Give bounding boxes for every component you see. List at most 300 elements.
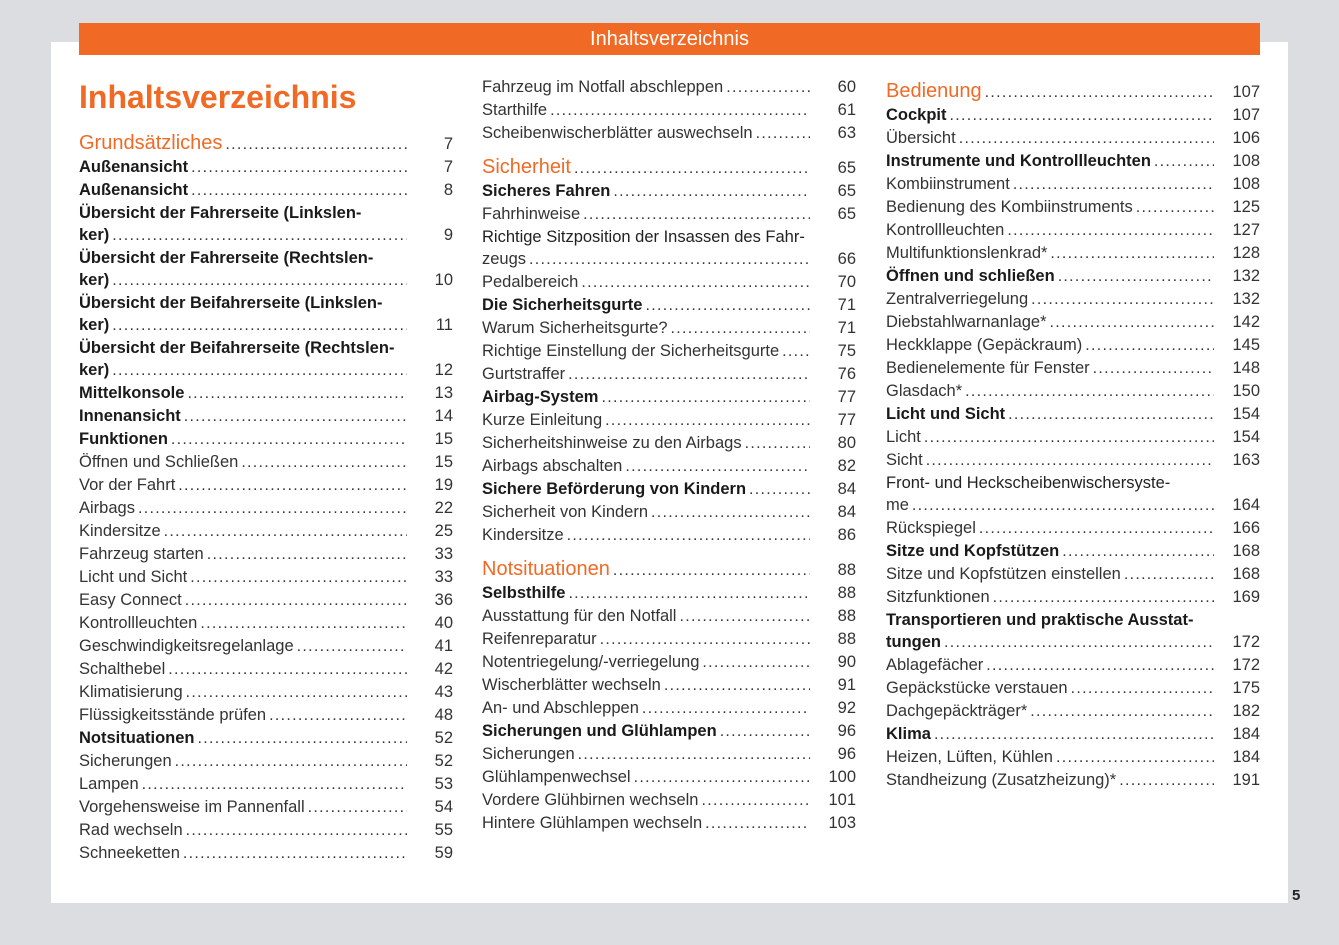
dot-leader <box>756 122 810 145</box>
entry-page-number: 65 <box>837 205 856 223</box>
toc-entry[interactable] <box>886 700 1260 723</box>
dot-leader <box>1050 242 1214 265</box>
dot-leader <box>1071 677 1214 700</box>
toc-entry-line1[interactable]: Front- und Heckscheibenwischersyste- <box>886 474 1171 492</box>
dot-leader <box>112 224 407 247</box>
toc-entry[interactable] <box>79 681 453 704</box>
dot-leader <box>112 314 407 337</box>
dot-leader <box>578 743 810 766</box>
dot-leader <box>1154 150 1214 173</box>
toc-entry[interactable] <box>886 449 1260 472</box>
entry-title: zeugs <box>482 250 527 268</box>
dot-leader <box>950 104 1214 127</box>
dot-leader <box>186 681 407 704</box>
toc-entry[interactable] <box>79 451 453 474</box>
dot-leader <box>187 382 407 405</box>
entry-title: Rückspiegel <box>886 519 976 537</box>
dot-leader <box>1013 173 1214 196</box>
entry-title: Warum Sicherheitsgurte? <box>482 319 668 337</box>
entry-page-number: 107 <box>1232 106 1260 124</box>
toc-entry[interactable] <box>482 122 856 145</box>
entry-title: Sichere Beförderung von Kindern <box>482 480 747 498</box>
dot-leader <box>185 589 407 612</box>
toc-entry[interactable] <box>482 455 856 478</box>
entry-title: Außenansicht <box>79 158 189 176</box>
dot-leader <box>200 612 407 635</box>
toc-entry[interactable] <box>886 265 1260 288</box>
entry-page-number: 66 <box>837 250 856 268</box>
toc-entry[interactable] <box>886 540 1260 563</box>
toc-entry[interactable] <box>482 478 856 501</box>
entry-page-number: 43 <box>434 683 453 701</box>
entry-title: Kontrollleuchten <box>79 614 198 632</box>
entry-title: tungen <box>886 633 941 651</box>
entry-title: Licht und Sicht <box>79 568 188 586</box>
entry-title: Licht <box>886 428 921 446</box>
entry-page-number: 168 <box>1232 565 1260 583</box>
dot-leader <box>207 543 407 566</box>
entry-page-number: 65 <box>837 182 856 200</box>
entry-page-number: 172 <box>1232 656 1260 674</box>
entry-title: Airbags abschalten <box>482 457 623 475</box>
entry-title: Funktionen <box>79 430 168 448</box>
toc-entry[interactable] <box>482 674 856 697</box>
entry-title: ker) <box>79 271 110 289</box>
dot-leader <box>1056 746 1214 769</box>
dot-leader <box>183 842 407 865</box>
toc-entry[interactable] <box>482 766 856 789</box>
entry-page-number: 169 <box>1232 588 1260 606</box>
entry-page-number: 191 <box>1232 771 1260 789</box>
toc-entry[interactable] <box>482 720 856 743</box>
toc-entry[interactable] <box>886 104 1260 127</box>
toc-entry[interactable] <box>79 566 453 589</box>
entry-page-number: 132 <box>1232 290 1260 308</box>
entry-page-number: 48 <box>434 706 453 724</box>
dot-leader <box>601 386 810 409</box>
toc-entry[interactable] <box>79 405 453 428</box>
toc-entry[interactable] <box>79 819 453 842</box>
entry-page-number: 70 <box>837 273 856 291</box>
toc-entry[interactable] <box>79 750 453 773</box>
entry-title: Fahrzeug im Notfall abschleppen <box>482 78 724 96</box>
entry-page-number: 36 <box>434 591 453 609</box>
entry-page-number: 150 <box>1232 382 1260 400</box>
toc-section[interactable] <box>482 154 856 180</box>
entry-page-number: 10 <box>434 271 453 289</box>
toc-entry[interactable] <box>79 727 453 750</box>
dot-leader <box>625 455 810 478</box>
dot-leader <box>583 203 810 226</box>
toc-entry[interactable] <box>482 271 856 294</box>
entry-title: Heizen, Lüften, Kühlen <box>886 748 1053 766</box>
dot-leader <box>965 380 1214 403</box>
toc-entry[interactable] <box>79 543 453 566</box>
toc-column-3 <box>886 78 1260 792</box>
entry-title: Öffnen und Schließen <box>79 453 239 471</box>
entry-page-number: 22 <box>434 499 453 517</box>
entry-title: ker) <box>79 226 110 244</box>
entry-page-number: 184 <box>1232 725 1260 743</box>
toc-entry[interactable] <box>886 173 1260 196</box>
toc-section[interactable] <box>79 130 453 156</box>
toc-entry[interactable] <box>482 203 856 226</box>
toc-entry[interactable] <box>79 612 453 635</box>
entry-page-number: 12 <box>434 361 453 379</box>
entry-title: Sitze und Kopfstützen einstellen <box>886 565 1121 583</box>
toc-entry[interactable] <box>886 357 1260 380</box>
entry-page-number: 63 <box>837 124 856 142</box>
toc-entry[interactable] <box>886 563 1260 586</box>
toc-entry[interactable] <box>886 746 1260 769</box>
toc-entry[interactable] <box>79 179 453 202</box>
entry-title: Gepäckstücke verstauen <box>886 679 1068 697</box>
toc-entry[interactable] <box>886 517 1260 540</box>
toc-entry[interactable] <box>886 288 1260 311</box>
dot-leader <box>924 426 1214 449</box>
entry-title: Zentralverriegelung <box>886 290 1029 308</box>
entry-title: Easy Connect <box>79 591 182 609</box>
entry-title: Airbags <box>79 499 135 517</box>
entry-title: Sitzfunktionen <box>886 588 990 606</box>
toc-entry[interactable] <box>886 723 1260 746</box>
entry-title: Notsituationen <box>482 558 610 580</box>
dot-leader <box>912 494 1214 517</box>
entry-page-number: 166 <box>1232 519 1260 537</box>
page-title: Inhaltsverzeichnis <box>79 79 357 115</box>
entry-page-number: 164 <box>1232 496 1260 514</box>
entry-page-number: 55 <box>434 821 453 839</box>
toc-entry-line1[interactable]: Übersicht der Beifahrerseite (Rechtslen- <box>79 339 395 357</box>
entry-title: Sitze und Kopfstützen <box>886 542 1060 560</box>
entry-page-number: 100 <box>828 768 856 786</box>
entry-title: Rad wechseln <box>79 821 183 839</box>
toc-entry[interactable] <box>886 426 1260 449</box>
entry-page-number: 65 <box>837 159 856 177</box>
dot-leader <box>671 317 810 340</box>
dot-leader <box>168 658 407 681</box>
toc-entry-line1[interactable]: Übersicht der Fahrerseite (Linkslen- <box>79 204 362 222</box>
toc-entry[interactable] <box>886 586 1260 609</box>
toc-entry-line1[interactable]: Transportieren und praktische Ausstat- <box>886 611 1194 629</box>
entry-page-number: 88 <box>837 630 856 648</box>
dot-leader <box>642 697 810 720</box>
entry-title: Fahrzeug starten <box>79 545 204 563</box>
entry-title: Sicherheitshinweise zu den Airbags <box>482 434 742 452</box>
entry-page-number: 14 <box>434 407 453 425</box>
entry-page-number: 132 <box>1232 267 1260 285</box>
dot-leader <box>726 76 810 99</box>
dot-leader <box>112 359 407 382</box>
dot-leader <box>171 428 407 451</box>
entry-page-number: 82 <box>837 457 856 475</box>
dot-leader <box>1031 288 1214 311</box>
entry-title: Licht und Sicht <box>886 405 1006 423</box>
entry-page-number: 96 <box>837 722 856 740</box>
dot-leader <box>745 432 810 455</box>
toc-entry[interactable] <box>886 150 1260 173</box>
dot-leader <box>782 340 810 363</box>
dot-leader <box>138 497 407 520</box>
toc-entry[interactable] <box>482 524 856 547</box>
entry-title: Sicherheit von Kindern <box>482 503 649 521</box>
dot-leader <box>1119 769 1214 792</box>
toc-entry[interactable] <box>482 363 856 386</box>
dot-leader <box>702 651 810 674</box>
entry-title: Diebstahlwarnanlage* <box>886 313 1047 331</box>
toc-entry[interactable] <box>886 654 1260 677</box>
dot-leader <box>679 605 810 628</box>
toc-entry[interactable] <box>886 219 1260 242</box>
entry-page-number: 33 <box>434 545 453 563</box>
entry-title: Grundsätzliches <box>79 132 223 154</box>
dot-leader <box>568 363 810 386</box>
toc-entry[interactable] <box>79 842 453 865</box>
toc-entry[interactable] <box>79 773 453 796</box>
entry-title: Die Sicherheitsgurte <box>482 296 643 314</box>
toc-entry[interactable] <box>482 99 856 122</box>
dot-leader <box>529 248 810 271</box>
entry-page-number: 88 <box>837 584 856 602</box>
entry-page-number: 90 <box>837 653 856 671</box>
entry-page-number: 9 <box>443 226 453 244</box>
toc-entry[interactable] <box>482 386 856 409</box>
toc-section[interactable] <box>886 78 1260 104</box>
entry-page-number: 154 <box>1232 405 1260 423</box>
toc-entry[interactable] <box>482 180 856 203</box>
entry-page-number: 88 <box>837 607 856 625</box>
entry-title: Bedienelemente für Fenster <box>886 359 1090 377</box>
entry-page-number: 184 <box>1232 748 1260 766</box>
entry-page-number: 52 <box>434 729 453 747</box>
entry-page-number: 13 <box>434 384 453 402</box>
entry-page-number: 61 <box>837 101 856 119</box>
toc-entry[interactable] <box>79 359 453 382</box>
entry-title: Dachgepäckträger* <box>886 702 1028 720</box>
entry-title: ker) <box>79 361 110 379</box>
toc-entry[interactable] <box>482 340 856 363</box>
toc-entry[interactable] <box>79 589 453 612</box>
toc-entry[interactable] <box>482 409 856 432</box>
entry-page-number: 53 <box>434 775 453 793</box>
toc-entry[interactable] <box>79 224 453 247</box>
entry-title: Öffnen und schließen <box>886 267 1055 285</box>
entry-title: me <box>886 496 909 514</box>
dot-leader <box>934 723 1214 746</box>
dot-leader <box>1030 700 1214 723</box>
entry-title: Geschwindigkeitsregelanlage <box>79 637 294 655</box>
dot-leader <box>959 127 1214 150</box>
entry-page-number: 7 <box>443 158 453 176</box>
toc-entry-line1[interactable]: Übersicht der Fahrerseite (Rechtslen- <box>79 249 374 267</box>
entry-title: Übersicht <box>886 129 956 147</box>
entry-title: Vor der Fahrt <box>79 476 176 494</box>
dot-leader <box>297 635 407 658</box>
dot-leader <box>186 819 407 842</box>
dot-leader <box>613 558 810 584</box>
entry-page-number: 145 <box>1232 336 1260 354</box>
entry-title: Gurtstraffer <box>482 365 566 383</box>
entry-title: Innenansicht <box>79 407 181 425</box>
toc-entry[interactable] <box>886 242 1260 265</box>
toc-entry-line1[interactable]: Richtige Sitzposition der Insassen des Fahr- <box>482 228 805 246</box>
entry-page-number: 107 <box>1232 83 1260 101</box>
toc-entry[interactable] <box>482 317 856 340</box>
toc-entry[interactable] <box>79 269 453 292</box>
entry-page-number: 128 <box>1232 244 1260 262</box>
entry-title: Klima <box>886 725 931 743</box>
toc-entry[interactable] <box>482 697 856 720</box>
toc-entry[interactable] <box>886 334 1260 357</box>
entry-title: Vordere Glühbirnen wechseln <box>482 791 699 809</box>
toc-entry[interactable] <box>886 196 1260 219</box>
entry-title: Sicheres Fahren <box>482 182 611 200</box>
entry-title: Außenansicht <box>79 181 189 199</box>
entry-title: Reifenreparatur <box>482 630 597 648</box>
dot-leader <box>993 586 1214 609</box>
entry-title: Kontrollleuchten <box>886 221 1005 239</box>
entry-title: Starthilfe <box>482 101 548 119</box>
entry-page-number: 148 <box>1232 359 1260 377</box>
toc-entry[interactable] <box>886 403 1260 426</box>
entry-title: Multifunktionslenkrad* <box>886 244 1048 262</box>
entry-title: Kombiinstrument <box>886 175 1010 193</box>
entry-title: Pedalbereich <box>482 273 579 291</box>
toc-entry[interactable] <box>79 635 453 658</box>
dot-leader <box>269 704 407 727</box>
toc-entry[interactable] <box>482 628 856 651</box>
dot-leader <box>175 750 407 773</box>
entry-title: Kurze Einleitung <box>482 411 603 429</box>
entry-title: Scheibenwischerblätter auswechseln <box>482 124 753 142</box>
toc-entry[interactable] <box>79 704 453 727</box>
toc-entry[interactable] <box>886 631 1260 654</box>
toc-entry[interactable] <box>886 380 1260 403</box>
toc-entry[interactable] <box>79 314 453 337</box>
toc-entry[interactable] <box>79 474 453 497</box>
dot-leader <box>1124 563 1214 586</box>
toc-entry[interactable] <box>79 382 453 405</box>
entry-page-number: 52 <box>434 752 453 770</box>
dot-leader <box>944 631 1214 654</box>
entry-page-number: 42 <box>434 660 453 678</box>
entry-title: Schneeketten <box>79 844 180 862</box>
entry-title: Klimatisierung <box>79 683 183 701</box>
dot-leader <box>567 524 810 547</box>
toc-entry[interactable] <box>482 432 856 455</box>
entry-page-number: 172 <box>1232 633 1260 651</box>
entry-page-number: 15 <box>434 453 453 471</box>
toc-entry[interactable] <box>482 789 856 812</box>
entry-page-number: 88 <box>837 561 856 579</box>
toc-entry[interactable] <box>482 605 856 628</box>
entry-title: Glühlampenwechsel <box>482 768 631 786</box>
dot-leader <box>645 294 810 317</box>
entry-page-number: 7 <box>443 135 453 153</box>
entry-title: Standheizung (Zusatzheizung)* <box>886 771 1117 789</box>
dot-leader <box>574 156 810 182</box>
entry-page-number: 76 <box>837 365 856 383</box>
toc-entry[interactable] <box>482 76 856 99</box>
toc-entry-line1[interactable]: Übersicht der Beifahrerseite (Linkslen- <box>79 294 383 312</box>
entry-page-number: 80 <box>837 434 856 452</box>
entry-page-number: 175 <box>1232 679 1260 697</box>
entry-title: Kindersitze <box>482 526 564 544</box>
entry-page-number: 54 <box>434 798 453 816</box>
entry-page-number: 41 <box>434 637 453 655</box>
entry-title: Vorgehensweise im Pannenfall <box>79 798 305 816</box>
toc-entry[interactable] <box>482 248 856 271</box>
toc-entry[interactable] <box>886 677 1260 700</box>
dot-leader <box>664 674 810 697</box>
toc-entry[interactable] <box>482 812 856 835</box>
entry-page-number: 84 <box>837 503 856 521</box>
dot-leader <box>308 796 407 819</box>
toc-entry[interactable] <box>886 769 1260 792</box>
toc-entry[interactable] <box>79 520 453 543</box>
entry-title: Glasdach* <box>886 382 963 400</box>
toc-column-1 <box>79 74 453 865</box>
entry-title: Sicherheit <box>482 156 571 178</box>
dot-leader <box>600 628 810 651</box>
entry-title: Selbsthilfe <box>482 584 566 602</box>
entry-page-number: 84 <box>837 480 856 498</box>
toc-entry[interactable] <box>482 582 856 605</box>
entry-page-number: 33 <box>434 568 453 586</box>
entry-page-number: 71 <box>837 296 856 314</box>
toc-entry[interactable] <box>482 651 856 674</box>
toc-entry[interactable] <box>79 497 453 520</box>
entry-page-number: 91 <box>837 676 856 694</box>
toc-entry[interactable] <box>79 658 453 681</box>
entry-title: ker) <box>79 316 110 334</box>
toc-entry[interactable] <box>886 127 1260 150</box>
entry-title: Mittelkonsole <box>79 384 185 402</box>
dot-leader <box>701 789 810 812</box>
entry-page-number: 19 <box>434 476 453 494</box>
toc-entry[interactable] <box>79 796 453 819</box>
toc-entry[interactable] <box>886 311 1260 334</box>
entry-page-number: 59 <box>434 844 453 862</box>
dot-leader <box>178 474 407 497</box>
dot-leader <box>605 409 810 432</box>
entry-page-number: 168 <box>1232 542 1260 560</box>
toc-entry[interactable] <box>79 428 453 451</box>
entry-title: Fahrhinweise <box>482 205 581 223</box>
entry-page-number: 108 <box>1232 152 1260 170</box>
dot-leader <box>190 566 407 589</box>
entry-page-number: 75 <box>837 342 856 360</box>
toc-entry[interactable] <box>482 294 856 317</box>
entry-title: Instrumente und Kontrollleuchten <box>886 152 1151 170</box>
entry-page-number: 86 <box>837 526 856 544</box>
toc-entry[interactable] <box>482 743 856 766</box>
dot-leader <box>191 156 407 179</box>
entry-title: Sicherungen und Glühlampen <box>482 722 717 740</box>
dot-leader <box>705 812 810 835</box>
entry-title: Sicht <box>886 451 923 469</box>
toc-section[interactable] <box>482 556 856 582</box>
dot-leader <box>1050 311 1214 334</box>
entry-page-number: 96 <box>837 745 856 763</box>
entry-title: Bedienung <box>886 80 982 102</box>
entry-page-number: 125 <box>1232 198 1260 216</box>
toc-entry[interactable] <box>79 156 453 179</box>
entry-title: Flüssigkeitsstände prüfen <box>79 706 267 724</box>
dot-leader <box>241 451 407 474</box>
toc-entry[interactable] <box>482 501 856 524</box>
toc-entry[interactable] <box>886 494 1260 517</box>
